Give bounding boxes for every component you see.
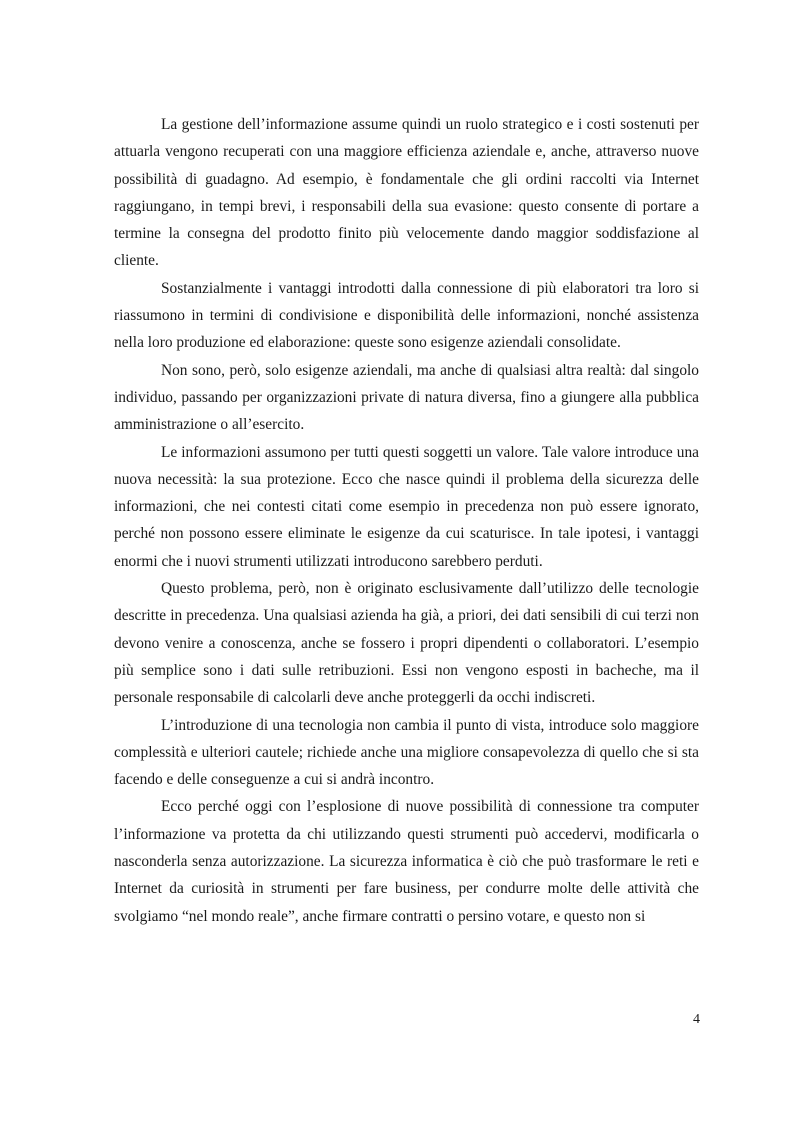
paragraph-2: Sostanzialmente i vantaggi introdotti dalla connessione di più elaboratori tra loro si riassumono in termini di condivisione e disponibilità delle informazioni, nonché assistenza nella loro produzione ed elaborazione: queste sono esigenze aziendali consolidate. [114, 279, 699, 352]
paragraph-1: La gestione dell’informazione assume quindi un ruolo strategico e i costi sostenuti per attuarla vengono recuperati con una maggiore efficienza aziendale e, anche, attraverso nuove possibilità di guadagno. Ad esempio, è fondamentale che gli ordini raccolti via Internet raggiungano, in tempi brevi, i responsabili della sua evasione: questo consente di portare a termine la consegna del prodotto finito più velocemente dando maggior soddisfazione al cliente. [114, 116, 699, 270]
paragraph-5: Questo problema, però, non è originato esclusivamente dall’utilizzo delle tecnologie descritte in precedenza. Una qualsiasi azienda ha già, a priori, dei dati sensibili di cui terzi non devono venire a conoscenza, anche se fossero i propri dipendenti o collaboratori. L’esempio più semplice sono i dati sulle retribuzioni. Essi non vengono esposti in bacheche, ma il personale responsabile di calcolarli deve anche proteggerli da occhi indiscreti. [114, 580, 699, 707]
page-number: 4 [693, 1012, 700, 1027]
body-text [114, 111, 699, 930]
paragraph-7: Ecco perché oggi con l’esplosione di nuove possibilità di connessione tra computer l’informazione va protetta da chi utilizzando questi strumenti può accedervi, modificarla o nasconderla senza autorizzazione. La sicurezza informatica è ciò che può trasformare le reti e Internet da curiosità in strumenti per fare business, per condurre molte delle attività che svolgiamo “nel mondo reale”, anche firmare contratti o persino votare, e questo non si [114, 798, 699, 925]
paragraph-6: L’introduzione di una tecnologia non cambia il punto di vista, introduce solo maggiore complessità e ulteriori cautele; richiede anche una migliore consapevolezza di quello che si sta facendo e delle conseguenze a cui si andrà incontro. [114, 716, 699, 789]
paragraph-4: Le informazioni assumono per tutti questi soggetti un valore. Tale valore introduce una nuova necessità: la sua protezione. Ecco che nasce quindi il problema della sicurezza delle informazioni, che nei contesti citati come esempio in precedenza non può essere ignorato, perché non possono essere eliminate le esigenze da cui scaturisce. In tale ipotesi, i vantaggi enormi che i nuovi strumenti utilizzati introducono sarebbero perduti. [114, 443, 699, 570]
paragraph-3: Non sono, però, solo esigenze aziendali, ma anche di qualsiasi altra realtà: dal singolo individuo, passando per organizzazioni private di natura diversa, fino a giungere alla pubblica amministrazione o all’esercito. [114, 361, 699, 434]
